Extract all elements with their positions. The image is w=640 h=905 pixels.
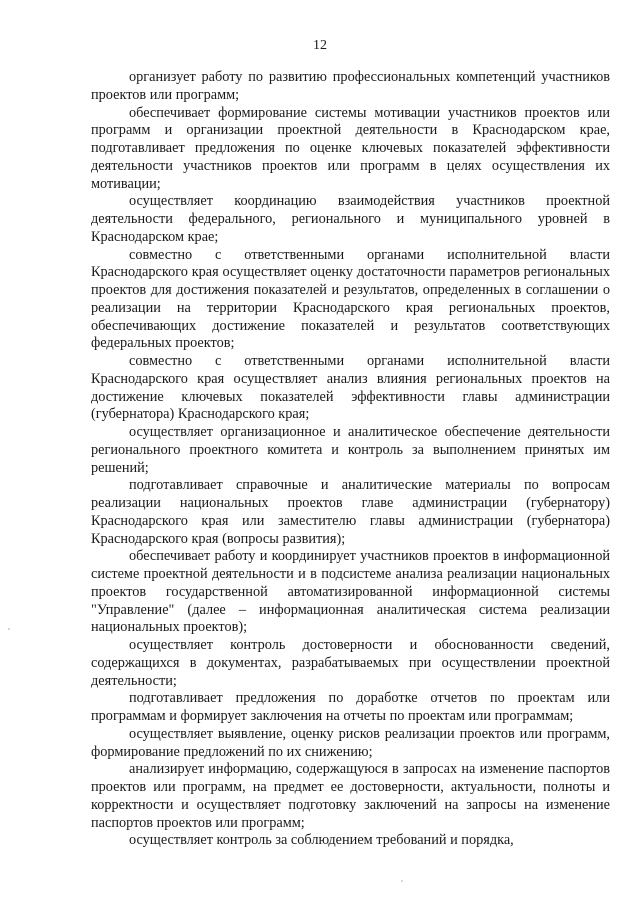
page-number: 12 [313, 38, 327, 53]
paragraph: совместно с ответственными органами исполнительной власти Краснодарского края осуществляет оценку достаточности параметров региональных проектов для достижения показателей и результатов, определенных в соглашении о реализации на территории Краснодарского края региональных проектов, обеспечивающих достижение показателей и результатов соответствующих федеральных проектов; [91, 246, 610, 352]
document-body [91, 69, 610, 850]
paragraph: осуществляет координацию взаимодействия участников проектной деятельности федерального, регионального и муниципального уровней в Краснодарском крае; [91, 193, 610, 245]
paragraph: организует работу по развитию профессиональных компетенций участников проектов или программ; [91, 69, 610, 103]
paragraph: обеспечивает формирование системы мотивации участников проектов или программ и организации проектной деятельности в Краснодарском крае, подготавливает предложения по оценке ключевых показателей эффективности деятельности участников проектов или программ в целях осуществления их мотивации; [91, 104, 610, 192]
paragraph: осуществляет выявление, оценку рисков реализации проектов или программ, формирование предложений по их снижению; [91, 725, 610, 760]
paragraph: подготавливает предложения по доработке отчетов по проектам или программам и формирует заключения на отчеты по проектам или программам; [91, 690, 610, 724]
paragraph: совместно с ответственными органами исполнительной власти Краснодарского края осуществляет анализ влияния региональных проектов на достижение ключевых показателей эффективности главы администрации (губернатора) Краснодарского края; [91, 353, 610, 423]
paragraph: осуществляет организационное и аналитическое обеспечение деятельности регионального проектного комитета и контроль за выполнением принятых им решений; [91, 424, 610, 476]
scan-speck [8, 628, 10, 630]
scan-speck [401, 880, 403, 882]
paragraph: обеспечивает работу и координирует участников проектов в информационной системе проектной деятельности и в подсистеме анализа реализации национальных проектов государственной автоматизированной информационной системы "Управление" (далее – информационная аналитическая система реализации национальных проектов); [91, 548, 610, 636]
paragraph: осуществляет контроль достоверности и обоснованности сведений, содержащихся в документах, разрабатываемых при осуществлении проектной деятельности; [91, 637, 610, 689]
paragraph: осуществляет контроль за соблюдением требований и порядка, [129, 832, 514, 849]
paragraph: анализирует информацию, содержащуюся в запросах на изменение паспортов проектов или программ, на предмет ее достоверности, актуальности, полноты и корректности и осуществляет подготовку заключений на запросы на изменение паспортов проектов или программ; [91, 761, 610, 831]
paragraph: подготавливает справочные и аналитические материалы по вопросам реализации национальных проектов главе администрации (губернатору) Краснодарского края или заместителю главы администрации (губернатора) Краснодарского края (вопросы развития); [91, 477, 610, 547]
